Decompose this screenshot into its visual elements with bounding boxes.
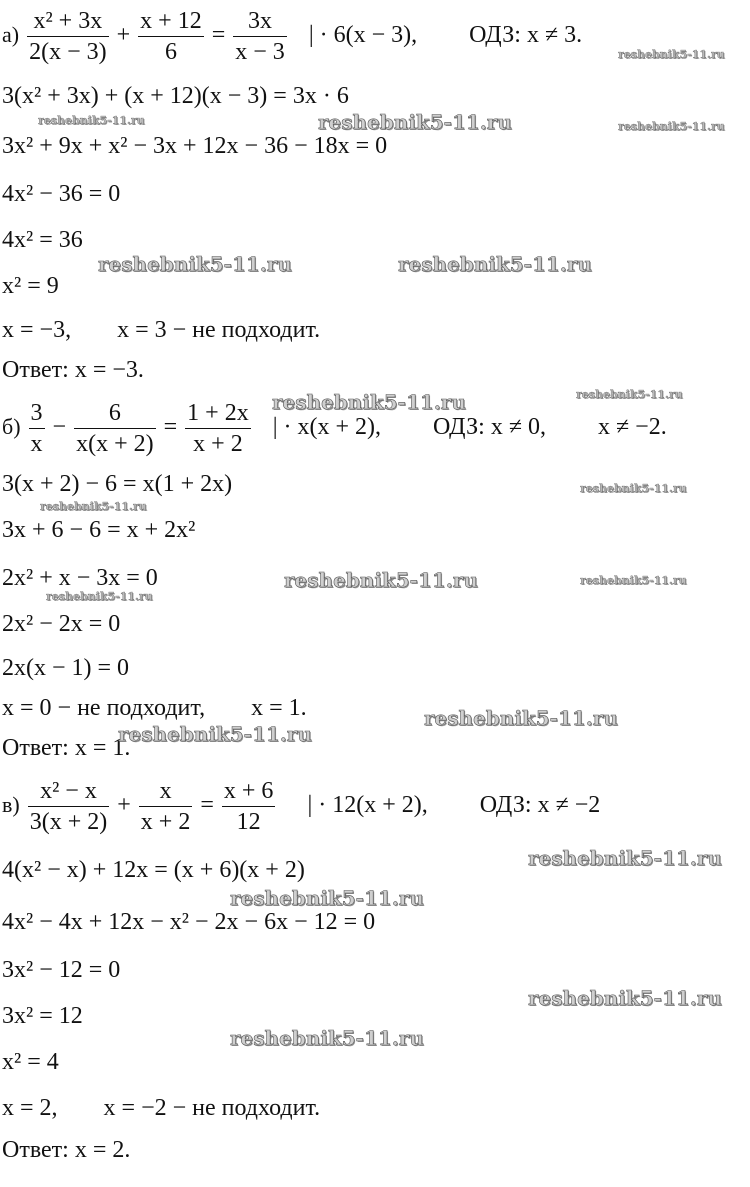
part-b-roots (2, 694, 307, 722)
part-b-step-2: 3x + 6 − 6 = x + 2x² (2, 517, 196, 543)
watermark: reshebnik5-11.ru (576, 388, 683, 401)
part-b-multiplier: | · x(x + 2), (272, 414, 382, 441)
part-a-step-2: 3x² + 9x + x² − 3x + 12x − 36 − 18x = 0 (2, 133, 388, 159)
part-b-equation: б) $\frac{3}{x}$ − $\frac{6}{x(x + 2)}$ = $\frac{1 + 2x}{x + 2}$ | · x(x + 2), ОДЗ: x ≠ 0, x ≠ −2. (2, 400, 667, 457)
part-b-step-1: 3(x + 2) − 6 = x(1 + 2x) (2, 471, 233, 497)
part-a-odz: ОДЗ: x ≠ 3. (469, 22, 583, 49)
part-b-root-1: x = 0 − не подходит, (2, 695, 206, 721)
part-a-multiplier: | · 6(x − 3), (308, 22, 418, 49)
part-c-root-2: x = −2 − не подходит. (103, 1095, 321, 1121)
part-a-step-5: x² = 9 (2, 273, 59, 299)
part-c-step-5: x² = 4 (2, 1049, 59, 1075)
part-c-fraction-1: $\frac{\text{x² − x}}{3(x + 2)}$ (29, 778, 108, 835)
part-b-odz-1: ОДЗ: x ≠ 0, (433, 414, 546, 441)
watermark: reshebnik5-11.ru (318, 110, 512, 134)
watermark: reshebnik5-11.ru (38, 114, 145, 127)
watermark: reshebnik5-11.ru (284, 568, 478, 592)
watermark: reshebnik5-11.ru (528, 846, 722, 870)
watermark: reshebnik5-11.ru (618, 120, 725, 133)
part-c-step-2: 4x² − 4x + 12x − x² − 2x − 6x − 12 = 0 (2, 909, 376, 935)
part-c-step-3: 3x² − 12 = 0 (2, 957, 121, 983)
part-c-answer: Ответ: x = 2. (2, 1137, 131, 1163)
part-c-odz: ОДЗ: x ≠ −2 (479, 792, 601, 819)
part-c-fraction-3: $\frac{x + 6}{12}$ (223, 778, 274, 835)
watermark: reshebnik5-11.ru (118, 722, 312, 746)
watermark: reshebnik5-11.ru (46, 590, 153, 603)
part-c-root-1: x = 2, (2, 1095, 58, 1121)
part-a-roots (2, 316, 320, 344)
part-a-answer: Ответ: x = −3. (2, 357, 144, 383)
part-a-fraction-3: $\frac{3x}{x - 3}$ (235, 8, 285, 65)
part-b-step-3: 2x² + x − 3x = 0 (2, 565, 158, 591)
watermark: reshebnik5-11.ru (40, 500, 147, 513)
part-c-equation: в) $\frac{\text{x² − x}}{3(x + 2)}$ + $\frac{x}{x + 2}$ = $\frac{x + 6}{12}$ | · 12(x + 2), ОДЗ: x ≠ −2 (2, 778, 601, 835)
part-a-root-1: x = −3, (2, 317, 72, 343)
part-a-step-1: 3(x² + 3x) + (x + 12)(x − 3) = 3x · 6 (2, 83, 349, 109)
part-b-odz-2: x ≠ −2. (598, 414, 667, 441)
watermark: reshebnik5-11.ru (230, 1026, 424, 1050)
part-b-root-2: x = 1. (251, 695, 307, 721)
watermark: reshebnik5-11.ru (230, 886, 424, 910)
part-a-label: а) (2, 22, 20, 48)
watermark: reshebnik5-11.ru (580, 574, 687, 587)
part-c-label: в) (2, 792, 20, 818)
part-c-step-4: 3x² = 12 (2, 1003, 83, 1029)
watermark: reshebnik5-11.ru (618, 48, 725, 61)
part-a-equation: а) $\frac{\text{x² + 3x}}{2(x - 3)}$ + $\frac{x + 12}{6}$ = $\frac{3x}{x - 3}$ | · 6(x − 3), ОДЗ: x ≠ 3. (2, 8, 583, 65)
watermark: reshebnik5-11.ru (528, 986, 722, 1010)
part-a-fraction-2: $\frac{x + 12}{6}$ (140, 8, 202, 65)
part-a-step-3: 4x² − 36 = 0 (2, 181, 121, 207)
part-b-fraction-1: $\frac{3}{x}$ (30, 400, 43, 457)
part-b-step-4: 2x² − 2x = 0 (2, 611, 121, 637)
part-c-roots (2, 1094, 320, 1122)
part-b-label: б) (2, 414, 21, 440)
part-b-step-5: 2x(x − 1) = 0 (2, 655, 130, 681)
watermark: reshebnik5-11.ru (424, 706, 618, 730)
part-c-multiplier: | · 12(x + 2), (307, 792, 428, 819)
part-c-step-1: 4(x² − x) + 12x = (x + 6)(x + 2) (2, 857, 305, 883)
watermark: reshebnik5-11.ru (580, 482, 687, 495)
part-b-fraction-2: $\frac{6}{x(x + 2)}$ (76, 400, 154, 457)
part-b-answer: Ответ: x = 1. (2, 735, 131, 761)
part-a-root-2: x = 3 − не подходит. (117, 317, 321, 343)
part-b-fraction-3: $\frac{1 + 2x}{x + 2}$ (187, 400, 249, 457)
part-a-step-4: 4x² = 36 (2, 227, 83, 253)
watermark: reshebnik5-11.ru (98, 252, 292, 276)
part-c-fraction-2: $\frac{x}{x + 2}$ (140, 778, 191, 835)
part-a-fraction-1: $\frac{\text{x² + 3x}}{2(x - 3)}$ (29, 8, 107, 65)
watermark: reshebnik5-11.ru (398, 252, 592, 276)
watermark: reshebnik5-11.ru (272, 390, 466, 414)
